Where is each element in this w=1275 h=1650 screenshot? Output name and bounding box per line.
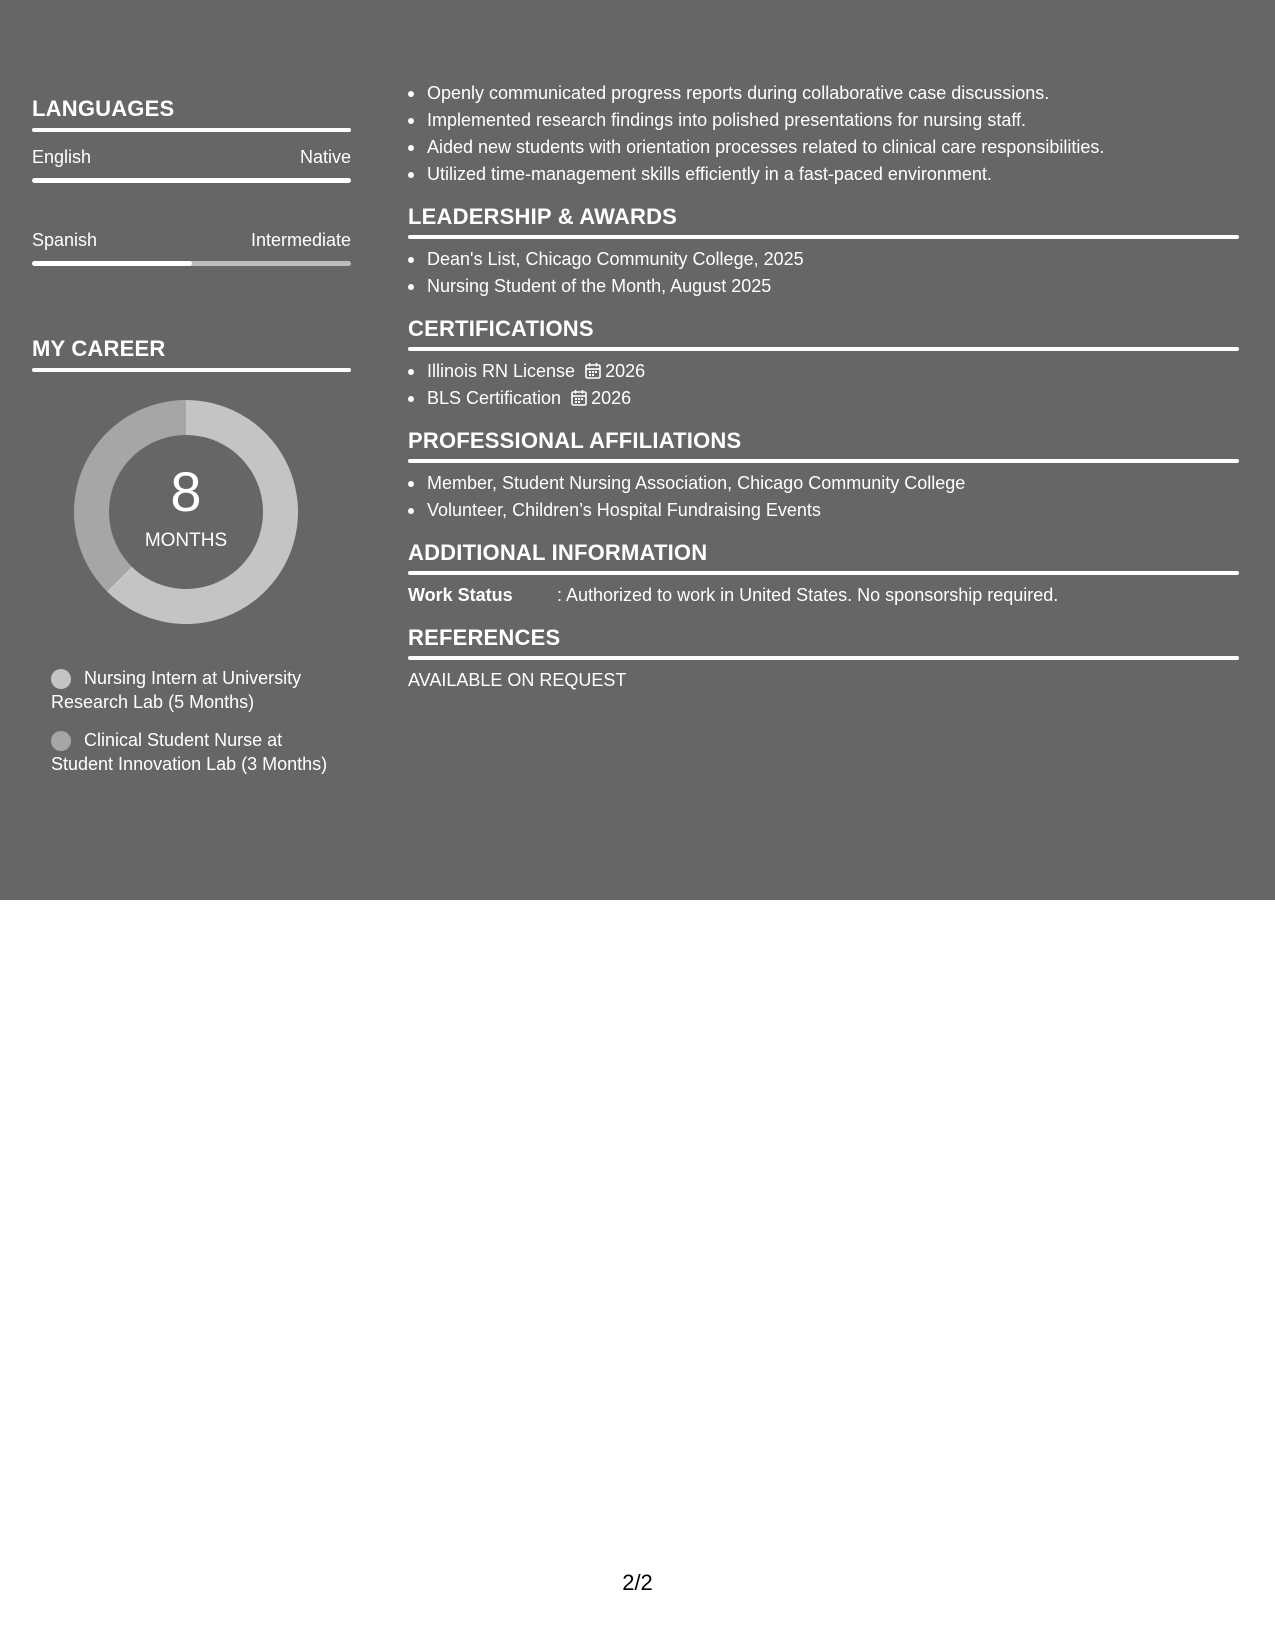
career-heading: MY CAREER — [32, 336, 166, 361]
career-section — [32, 332, 351, 790]
career-total-unit: MONTHS — [144, 530, 228, 551]
career-legend-item — [51, 728, 331, 776]
experience-bullet-list — [408, 80, 1239, 188]
certification-name: Illinois RN License — [427, 361, 576, 381]
list-item: Openly communicated progress reports during collaborative case discussions. — [408, 80, 1239, 107]
work-status-value: : Authorized to work in United States. No sponsorship required. — [557, 585, 1059, 605]
list-item: Utilized time-management skills efficiently in a fast-paced environment. — [408, 161, 1239, 188]
list-item — [408, 385, 1239, 412]
career-total-value: 8 — [170, 460, 202, 523]
language-proficiency-bar — [32, 178, 351, 183]
leadership-heading: LEADERSHIP & AWARDS — [408, 204, 678, 229]
career-legend-label: Nursing Intern at University Research Lab (5 Months) — [51, 668, 302, 712]
legend-dot-icon — [51, 731, 71, 751]
list-item: Nursing Student of the Month, August 2025 — [408, 273, 1239, 300]
affiliations-heading: PROFESSIONAL AFFILIATIONS — [408, 428, 742, 453]
language-item-english — [32, 145, 351, 215]
legend-dot-icon — [51, 669, 71, 689]
list-item: Aided new students with orientation processes related to clinical care responsibilities. — [408, 134, 1239, 161]
language-name: Spanish — [32, 230, 98, 250]
language-level: Intermediate — [250, 230, 351, 250]
list-item: Member, Student Nursing Association, Chicago Community College — [408, 470, 1239, 497]
language-proficiency-bar — [32, 261, 351, 266]
calendar-icon — [571, 389, 587, 406]
additional-info-divider — [408, 571, 1239, 575]
leadership-divider — [408, 235, 1239, 239]
main-column — [408, 80, 1239, 694]
work-status-label: Work Status — [408, 585, 513, 605]
work-status-row — [408, 582, 1239, 609]
career-donut-chart — [66, 392, 306, 632]
certifications-divider — [408, 347, 1239, 351]
references-text: AVAILABLE ON REQUEST — [408, 670, 627, 690]
certification-year: 2026 — [591, 388, 632, 408]
career-legend-item — [51, 666, 331, 714]
list-item — [408, 358, 1239, 385]
references-divider — [408, 656, 1239, 660]
certifications-list — [408, 358, 1239, 412]
language-proficiency-fill — [32, 178, 351, 183]
career-legend — [51, 666, 331, 776]
certifications-heading: CERTIFICATIONS — [408, 316, 594, 341]
languages-divider — [32, 128, 351, 132]
career-legend-label: Clinical Student Nurse at Student Innovation Lab (3 Months) — [51, 730, 328, 774]
references-heading: REFERENCES — [408, 625, 561, 650]
page-number: 2/2 — [622, 1570, 653, 1595]
languages-section — [32, 92, 351, 298]
certification-year: 2026 — [605, 361, 646, 381]
language-name: English — [32, 147, 92, 167]
calendar-icon — [585, 362, 601, 379]
language-proficiency-fill — [32, 261, 192, 266]
list-item: Dean's List, Chicago Community College, 2025 — [408, 246, 1239, 273]
language-item-spanish — [32, 228, 351, 298]
career-divider — [32, 368, 351, 372]
affiliations-list — [408, 470, 1239, 524]
additional-info-heading: ADDITIONAL INFORMATION — [408, 540, 708, 565]
list-item: Volunteer, Children’s Hospital Fundraising Events — [408, 497, 1239, 524]
leadership-list — [408, 246, 1239, 300]
languages-heading: LANGUAGES — [32, 96, 175, 121]
language-level: Native — [299, 147, 351, 167]
affiliations-divider — [408, 459, 1239, 463]
list-item: Implemented research findings into polished presentations for nursing staff. — [408, 107, 1239, 134]
certification-name: BLS Certification — [427, 388, 562, 408]
